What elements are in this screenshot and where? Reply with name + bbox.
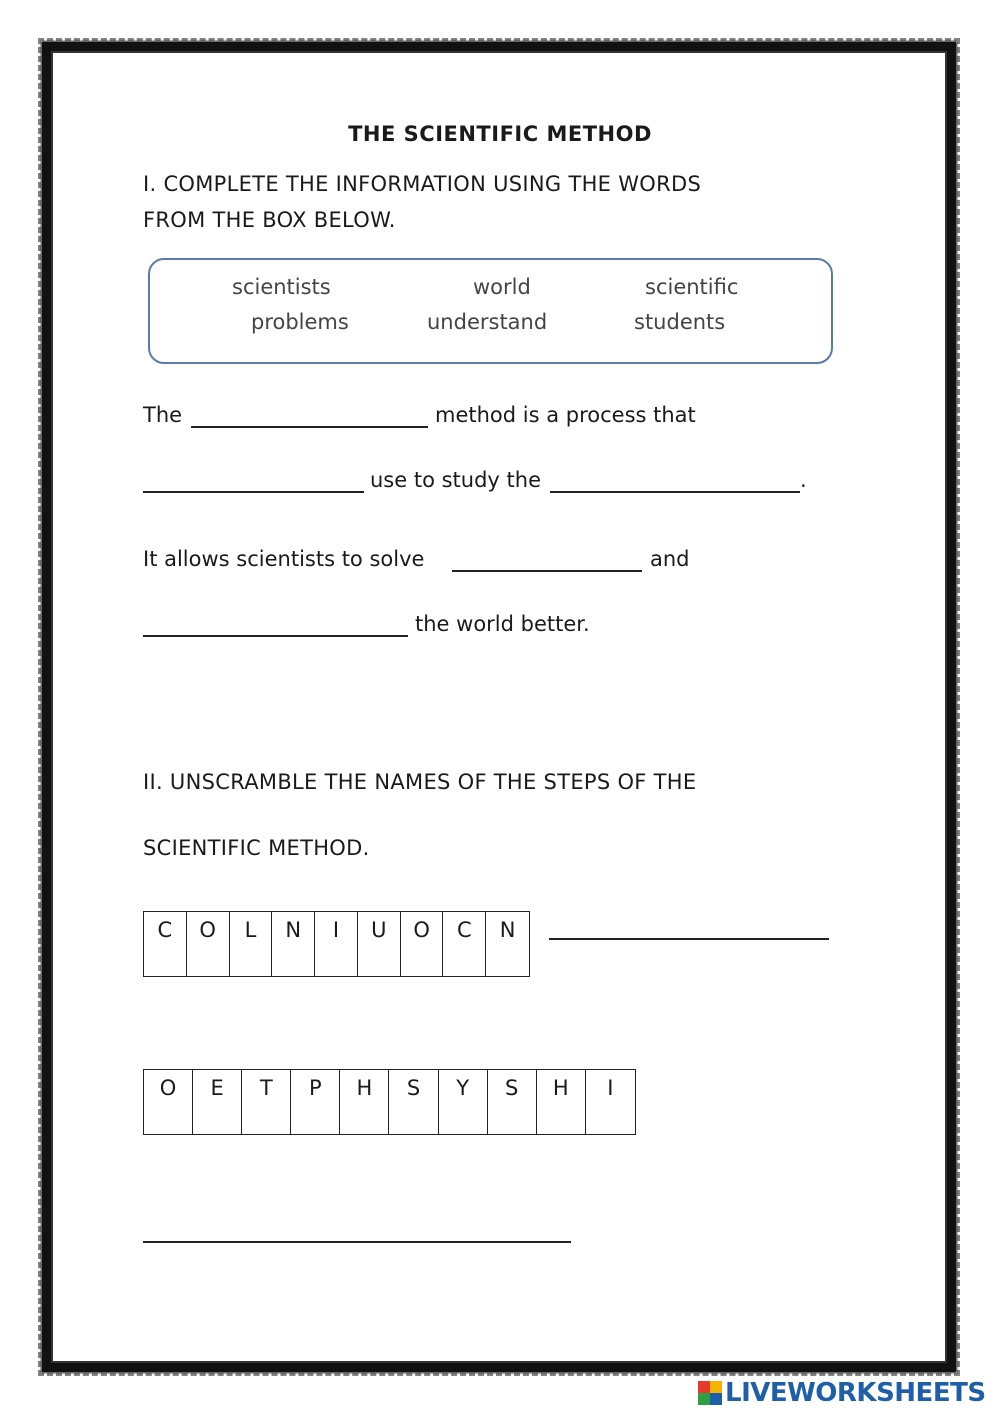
logo-text: LIVEWORKSHEETS bbox=[725, 1378, 986, 1408]
sentence3-start: It allows scientists to solve bbox=[143, 547, 425, 571]
word-bank-item: students bbox=[634, 310, 726, 334]
sentence1-end: method is a process that bbox=[435, 403, 696, 427]
letter-cell: O bbox=[187, 912, 230, 976]
sentence2-end: . bbox=[800, 468, 807, 492]
section2-heading-line1: II. UNSCRAMBLE THE NAMES OF THE STEPS OF THE bbox=[143, 770, 697, 794]
logo-grid-icon bbox=[698, 1381, 722, 1405]
section1-heading-line2: FROM THE BOX BELOW. bbox=[143, 208, 396, 232]
letter-cell: I bbox=[607, 1076, 614, 1100]
letter-cell: T bbox=[242, 1070, 291, 1134]
word-bank-item: understand bbox=[427, 310, 548, 334]
letter-cell: P bbox=[291, 1070, 340, 1134]
letter-cell: S bbox=[488, 1070, 537, 1134]
letter-cell: S bbox=[389, 1070, 438, 1134]
letter-cell: H bbox=[340, 1070, 389, 1134]
sentence2-mid: use to study the bbox=[370, 468, 541, 492]
answer-input-2[interactable] bbox=[143, 1241, 571, 1243]
word-bank-item: problems bbox=[251, 310, 349, 334]
answer-input-1[interactable] bbox=[549, 938, 829, 940]
sentence3-end: and bbox=[650, 547, 690, 571]
blank-input-3[interactable] bbox=[550, 491, 800, 493]
sentence4-end: the world better. bbox=[415, 612, 590, 636]
page-border bbox=[42, 42, 956, 1372]
word-bank-item: world bbox=[473, 275, 531, 299]
word-bank-item: scientific bbox=[645, 275, 739, 299]
liveworksheets-logo[interactable] bbox=[698, 1378, 986, 1408]
section1-heading-line1: I. COMPLETE THE INFORMATION USING THE WORDS bbox=[143, 172, 702, 196]
letter-cell: Y bbox=[439, 1070, 488, 1134]
letter-cell: I bbox=[315, 912, 358, 976]
letter-cell: E bbox=[193, 1070, 242, 1134]
letter-cell: N bbox=[272, 912, 315, 976]
letter-cell: C bbox=[144, 912, 187, 976]
blank-input-4[interactable] bbox=[452, 570, 642, 572]
letter-cell: L bbox=[230, 912, 273, 976]
letter-cell: C bbox=[443, 912, 486, 976]
letter-cell: N bbox=[499, 918, 516, 942]
blank-input-1[interactable] bbox=[191, 426, 428, 428]
sentence1-start: The bbox=[143, 403, 183, 427]
letter-cell: H bbox=[537, 1070, 586, 1134]
word-bank-item: scientists bbox=[232, 275, 331, 299]
scramble-word-2 bbox=[143, 1069, 636, 1135]
section2-heading-line2: SCIENTIFIC METHOD. bbox=[143, 836, 370, 860]
blank-input-5[interactable] bbox=[143, 635, 408, 637]
scramble-word-1 bbox=[143, 911, 530, 977]
letter-cell: U bbox=[358, 912, 401, 976]
blank-input-2[interactable] bbox=[143, 491, 364, 493]
letter-cell: O bbox=[401, 912, 444, 976]
letter-cell: O bbox=[144, 1070, 193, 1134]
worksheet-title: THE SCIENTIFIC METHOD bbox=[348, 122, 652, 146]
